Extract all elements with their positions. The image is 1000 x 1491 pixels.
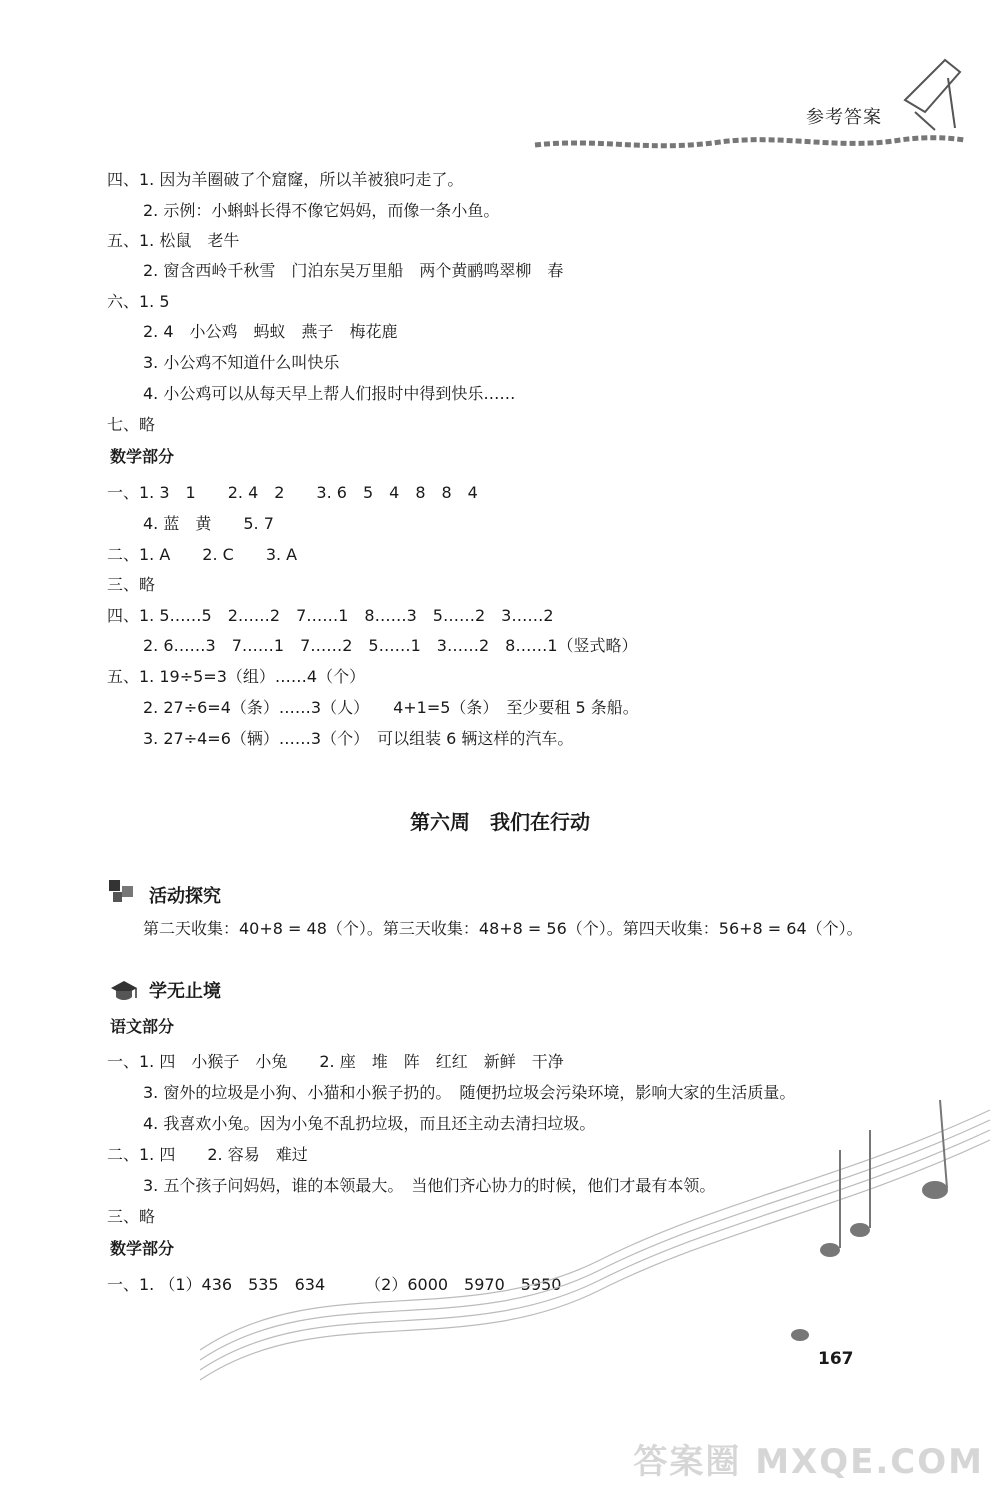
puzzle-icon bbox=[107, 878, 135, 904]
page-number: 167 bbox=[818, 1349, 854, 1369]
answer-line: 一、1. （1）436 535 634 （2）6000 5970 5950 bbox=[107, 1275, 562, 1294]
answer-line: 4. 蓝 黄 5. 7 bbox=[143, 514, 274, 533]
answer-line: 二、1. A 2. C 3. A bbox=[107, 545, 298, 564]
answer-line: 3. 五个孩子问妈妈，谁的本领最大。 当他们齐心协力的时候，他们才最有本领。 bbox=[143, 1176, 716, 1195]
answer-line: 一、1. 3 1 2. 4 2 3. 6 5 4 8 8 4 bbox=[107, 483, 478, 502]
answer-line: 3. 27÷4=6（辆）……3（个） 可以组装 6 辆这样的汽车。 bbox=[143, 729, 574, 748]
answer-line: 四、1. 因为羊圈破了个窟窿，所以羊被狼叼走了。 bbox=[107, 170, 464, 189]
watermark: 答案圈 MXQE.COM bbox=[633, 1442, 984, 1482]
answer-line: 3. 窗外的垃圾是小狗、小猫和小猴子扔的。 随便扔垃圾会污染环境，影响大家的生活质量。 bbox=[143, 1083, 796, 1102]
answer-line: 五、1. 松鼠 老牛 bbox=[107, 231, 240, 250]
week-title: 第六周 我们在行动 bbox=[410, 810, 590, 834]
answer-line: 二、1. 四 2. 容易 难过 bbox=[107, 1145, 308, 1164]
answer-line: 2. 27÷6=4（条）……3（人） 4+1=5（条） 至少要租 5 条船。 bbox=[143, 698, 639, 717]
music-notes-decoration bbox=[0, 1090, 1000, 1390]
learning-heading: 学无止境 bbox=[149, 981, 221, 1002]
answer-line: 2. 窗含西岭千秋雪 门泊东吴万里船 两个黄鹂鸣翠柳 春 bbox=[143, 261, 564, 280]
answer-line: 五、1. 19÷5=3（组）……4（个） bbox=[107, 667, 366, 686]
activity-text: 第二天收集：40+8 = 48（个）。第三天收集：48+8 = 56（个）。第四天收集：56+8 = 64（个）。 bbox=[143, 919, 863, 938]
answer-line: 2. 示例：小蝌蚪长得不像它妈妈，而像一条小鱼。 bbox=[143, 201, 500, 220]
header-title: 参考答案 bbox=[806, 107, 882, 128]
answer-line: 一、1. 四 小猴子 小兔 2. 座 堆 阵 红红 新鲜 干净 bbox=[107, 1052, 564, 1071]
header-decoration bbox=[0, 0, 1000, 170]
answer-line: 六、1. 5 bbox=[107, 292, 170, 311]
activity-heading: 活动探究 bbox=[149, 886, 221, 907]
section-heading-math: 数学部分 bbox=[110, 447, 175, 466]
answer-line: 3. 小公鸡不知道什么叫快乐 bbox=[143, 353, 340, 372]
answer-line: 2. 4 小公鸡 蚂蚁 燕子 梅花鹿 bbox=[143, 322, 398, 341]
answer-line: 四、1. 5……5 2……2 7……1 8……3 5……2 3……2 bbox=[107, 606, 554, 625]
answer-line: 2. 6……3 7……1 7……2 5……1 3……2 8……1（竖式略） bbox=[143, 636, 638, 655]
answer-line: 三、略 bbox=[107, 1207, 156, 1226]
answer-line: 三、略 bbox=[107, 575, 156, 594]
answer-line: 七、略 bbox=[107, 415, 156, 434]
answer-line: 4. 小公鸡可以从每天早上帮人们报时中得到快乐…… bbox=[143, 384, 516, 403]
section-heading-math: 数学部分 bbox=[110, 1239, 175, 1258]
section-heading-chinese: 语文部分 bbox=[110, 1017, 175, 1036]
graduation-cap-icon bbox=[110, 978, 138, 1004]
answer-line: 4. 我喜欢小兔。因为小兔不乱扔垃圾，而且还主动去清扫垃圾。 bbox=[143, 1114, 596, 1133]
